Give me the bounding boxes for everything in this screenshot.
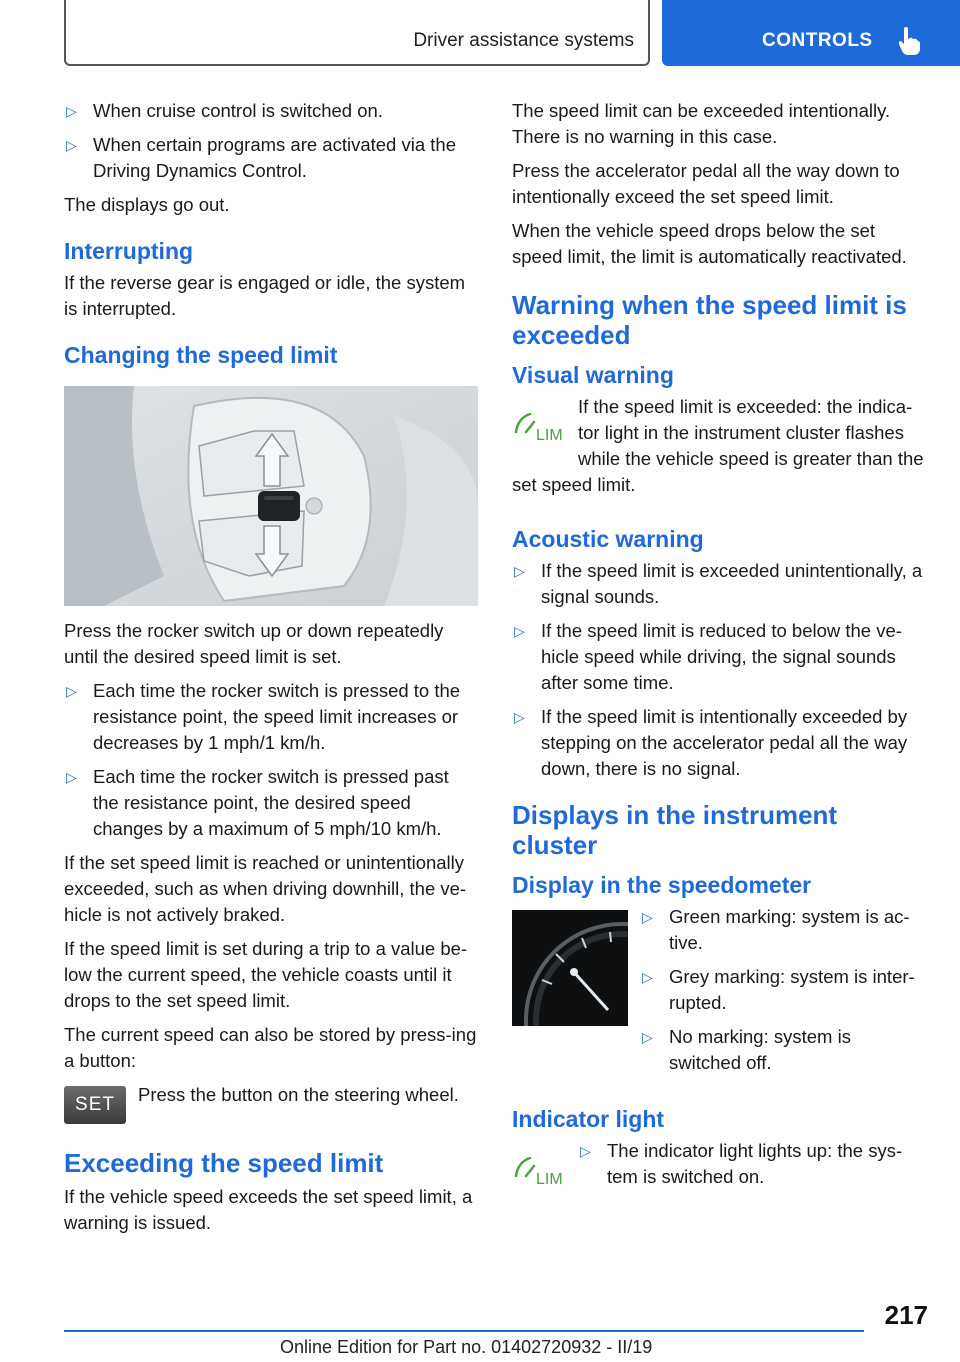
paragraph: The current speed can also be stored by press-ing a button: xyxy=(64,1024,477,1071)
set-button-icon: SET xyxy=(64,1086,126,1124)
header-section-box xyxy=(64,0,650,66)
header-chapter-tab[interactable] xyxy=(662,0,960,66)
header-section-title: Driver assistance systems xyxy=(413,30,634,51)
heading-warning-speed-limit-exceeded: Warning when the speed limit is exceeded xyxy=(512,290,907,350)
heading-interrupting: Interrupting xyxy=(64,238,194,264)
bullet-triangle-icon: ▷ xyxy=(66,103,77,119)
bullet-triangle-icon: ▷ xyxy=(514,709,525,725)
list-item: ▷ Green marking: system is ac-tive. xyxy=(642,906,910,953)
heading-indicator-light: Indicator light xyxy=(512,1106,665,1132)
paragraph: Press the accelerator pedal all the way down to intentionally exceed the set speed limit. xyxy=(512,160,900,207)
paragraph: If the set speed limit is reached or unintentionally exceeded, such as when driving downhill, the ve-hicle is not actively braked. xyxy=(64,852,467,925)
bullet-triangle-icon: ▷ xyxy=(514,563,525,579)
bullet-triangle-icon: ▷ xyxy=(580,1143,591,1159)
indicator-light-list xyxy=(578,1138,926,1198)
header-chapter-title: CONTROLS xyxy=(762,30,873,51)
heading-exceeding-speed-limit: Exceeding the speed limit xyxy=(64,1148,384,1178)
left-column xyxy=(64,98,478,1244)
speedometer-markings-list xyxy=(640,904,926,1084)
bullet-triangle-icon: ▷ xyxy=(642,909,653,925)
list-item: ▷ Each time the rocker switch is pressed to the resistance point, the speed limit increases or decreases by 1 mph/1 km/h. xyxy=(66,680,461,753)
speedometer-image xyxy=(512,910,628,1026)
paragraph: Press the rocker switch up or down repeatedly until the desired speed limit is set. xyxy=(64,620,444,667)
paragraph: If the speed limit is set during a trip to a value be-low the current speed, the vehicle coasts until it drops to the set speed limit. xyxy=(64,938,468,1011)
paragraph: The speed limit can be exceeded intentionally. There is no warning in this case. xyxy=(512,100,891,147)
heading-changing-speed-limit: Changing the speed limit xyxy=(64,342,338,368)
paragraph: The displays go out. xyxy=(64,194,230,215)
bullet-triangle-icon: ▷ xyxy=(66,769,77,785)
list-item: ▷ If the speed limit is exceeded unintentionally, a signal sounds. xyxy=(514,560,923,607)
list-item: ▷ No marking: system is switched off. xyxy=(642,1026,851,1073)
list-item: ▷ Each time the rocker switch is pressed past the resistance point, the desired speed changes by a maximum of 5 mph/10 km/h. xyxy=(66,766,449,839)
svg-text:LIM: LIM xyxy=(536,1171,563,1188)
list-item: ▷ When cruise control is switched on. xyxy=(64,98,478,124)
bullet-triangle-icon: ▷ xyxy=(514,623,525,639)
list-item: ▷ If the speed limit is intentionally exceeded by stepping on the accelerator pedal all the way down, there is no signal. xyxy=(514,706,908,779)
footer-divider xyxy=(64,1330,864,1332)
list-item: ▷ When certain programs are activated via the Driving Dynamics Control. xyxy=(66,134,456,181)
paragraph: Press the button on the steering wheel. xyxy=(138,1084,459,1105)
bullet-triangle-icon: ▷ xyxy=(642,969,653,985)
bullet-triangle-icon: ▷ xyxy=(66,137,77,153)
paragraph: If the reverse gear is engaged or idle, the system is interrupted. xyxy=(64,272,466,319)
bullet-triangle-icon: ▷ xyxy=(642,1029,653,1045)
list-item: ▷ The indicator light lights up: the sys-tem is switched on. xyxy=(580,1140,903,1187)
heading-displays-instrument-cluster: Displays in the instrument cluster xyxy=(512,800,838,860)
heading-acoustic-warning: Acoustic warning xyxy=(512,526,704,552)
pointing-hand-icon xyxy=(898,26,920,56)
footer-edition: Online Edition for Part no. 01402720932 - II/19 xyxy=(280,1337,653,1357)
list-item: ▷ Grey marking: system is inter-rupted. xyxy=(642,966,915,1013)
list-item: ▷ If the speed limit is reduced to below the ve-hicle speed while driving, the signal sounds after some time. xyxy=(514,620,902,693)
svg-text:LIM: LIM xyxy=(536,427,563,444)
page-number: 217 xyxy=(884,1300,928,1330)
heading-display-speedometer: Display in the speedometer xyxy=(512,872,812,898)
paragraph: If the vehicle speed exceeds the set speed limit, a warning is issued. xyxy=(64,1186,473,1233)
bullet-triangle-icon: ▷ xyxy=(66,683,77,699)
heading-visual-warning: Visual warning xyxy=(512,362,674,388)
paragraph: If the speed limit is exceeded: the indica-tor light in the instrument cluster flashes while the vehicle speed is greater than the set speed limit. xyxy=(512,396,924,495)
paragraph: When the vehicle speed drops below the set speed limit, the limit is automatically reactivated. xyxy=(512,220,907,267)
right-column xyxy=(512,98,926,1198)
indicator-lim-icon xyxy=(512,1148,568,1188)
steering-wheel-rocker-switch-photo xyxy=(64,386,478,606)
speed-limiter-lim-icon xyxy=(512,404,568,444)
